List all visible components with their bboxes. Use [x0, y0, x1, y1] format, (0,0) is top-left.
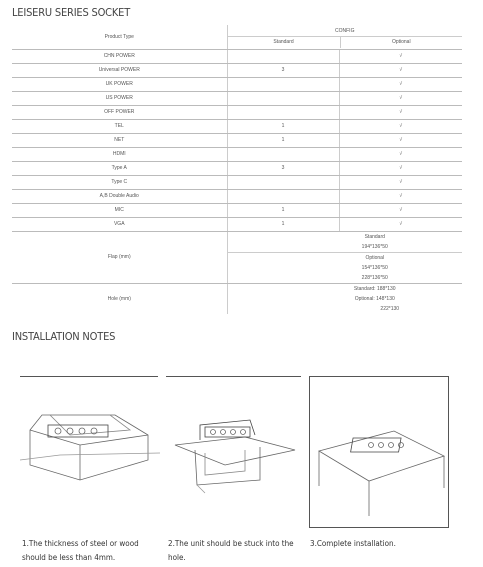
hole-value: 222*130 — [380, 306, 400, 312]
flap-value: Standard — [364, 234, 385, 240]
optional-cell: √ — [339, 106, 462, 120]
row-label: A,B Double Audio — [12, 190, 227, 204]
row-label: US POWER — [12, 92, 227, 106]
optional-cell: √ — [339, 218, 462, 232]
optional-cell: √ — [339, 120, 462, 134]
hole-value: Optional: 148*130 — [354, 296, 395, 302]
row-label: MIC — [12, 204, 227, 218]
row-label: Type C — [12, 176, 227, 190]
standard-cell: 3 — [227, 162, 339, 176]
table-row — [12, 204, 462, 218]
row-label: HDMI — [12, 148, 227, 162]
standard-cell: 1 — [227, 204, 339, 218]
optional-cell: √ — [339, 134, 462, 148]
optional-cell: √ — [339, 176, 462, 190]
standard-cell — [227, 78, 339, 92]
standard-header: Standard — [228, 37, 341, 48]
table-row — [12, 218, 462, 232]
table-row — [12, 120, 462, 134]
optional-cell: √ — [339, 64, 462, 78]
table-row — [12, 134, 462, 148]
table-header-row — [12, 25, 462, 50]
flap-value: 154*136*50 — [361, 265, 388, 271]
page-title: LEISERU SERIES SOCKET — [12, 6, 131, 19]
row-label: Universal POWER — [12, 64, 227, 78]
row-label: VGA — [12, 218, 227, 232]
flap-row — [12, 232, 462, 284]
standard-cell: 1 — [227, 134, 339, 148]
row-label: Type A — [12, 162, 227, 176]
standard-cell — [227, 176, 339, 190]
step-1-caption: 1.The thickness of steel or wood should be less than 4mm. — [22, 539, 139, 562]
hole-row — [12, 284, 462, 315]
row-label: NET — [12, 134, 227, 148]
table-row — [12, 50, 462, 64]
optional-cell: √ — [339, 92, 462, 106]
product-type-header: Product Type — [12, 25, 227, 50]
optional-cell: √ — [339, 148, 462, 162]
step-2-caption: 2.The unit should be stuck into the hole. — [168, 539, 294, 562]
standard-cell — [227, 106, 339, 120]
table-row — [12, 78, 462, 92]
flap-value: 194*136*50 — [228, 242, 463, 253]
row-label: OFF POWER — [12, 106, 227, 120]
step-1-illustration — [20, 375, 162, 525]
flap-value: 228*136*50 — [361, 275, 388, 281]
optional-cell: √ — [339, 162, 462, 176]
table-row — [12, 176, 462, 190]
flap-value: Optional — [365, 255, 385, 261]
optional-cell: √ — [339, 50, 462, 64]
row-label: CHN POWER — [12, 50, 227, 64]
table-row — [12, 106, 462, 120]
table-row — [12, 190, 462, 204]
optional-cell: √ — [339, 190, 462, 204]
optional-cell: √ — [339, 78, 462, 92]
section-title: INSTALLATION NOTES — [12, 330, 116, 343]
flap-label: Flap (mm) — [12, 232, 227, 284]
optional-cell: √ — [339, 204, 462, 218]
standard-cell — [227, 50, 339, 64]
standard-cell — [227, 92, 339, 106]
optional-header: Optional — [391, 39, 411, 45]
config-header: CONFIG — [228, 26, 463, 37]
table-row — [12, 162, 462, 176]
standard-cell — [227, 148, 339, 162]
hole-label: Hole (mm) — [12, 284, 227, 315]
row-label: UK POWER — [12, 78, 227, 92]
standard-cell: 1 — [227, 218, 339, 232]
standard-cell: 1 — [227, 120, 339, 134]
table-row — [12, 64, 462, 78]
table-row — [12, 148, 462, 162]
table-row — [12, 92, 462, 106]
standard-cell: 3 — [227, 64, 339, 78]
spec-table — [12, 25, 462, 314]
step-2-illustration — [165, 375, 307, 525]
standard-cell — [227, 190, 339, 204]
hole-value: Standard: 188*130 — [353, 286, 396, 292]
row-label: TEL — [12, 120, 227, 134]
step-3-caption: 3.Complete installation. — [310, 539, 396, 548]
step-3-illustration — [309, 376, 449, 528]
